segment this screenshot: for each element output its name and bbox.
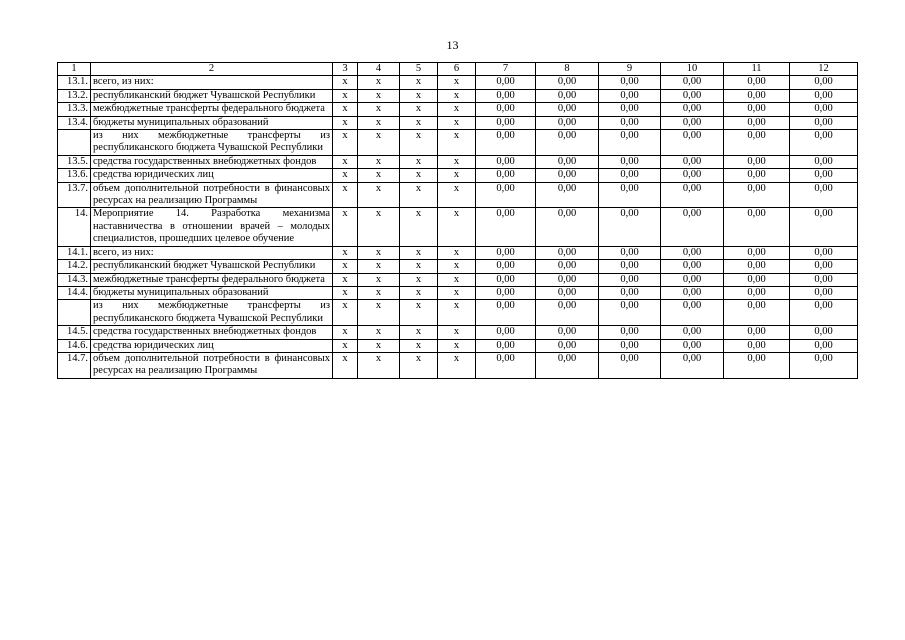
row-name: средства юридических лиц xyxy=(91,169,333,182)
mark-cell: x xyxy=(438,182,476,208)
mark-cell: x xyxy=(358,169,400,182)
value-cell: 0,00 xyxy=(476,130,536,156)
value-cell: 0,00 xyxy=(599,208,661,246)
value-cell: 0,00 xyxy=(599,273,661,286)
table-row xyxy=(58,76,858,89)
mark-cell: x xyxy=(333,246,358,259)
row-number xyxy=(58,300,91,326)
value-cell: 0,00 xyxy=(476,182,536,208)
row-number: 14.4. xyxy=(58,286,91,299)
value-cell: 0,00 xyxy=(790,208,858,246)
value-cell: 0,00 xyxy=(724,352,790,378)
value-cell: 0,00 xyxy=(599,182,661,208)
row-name: средства государственных внебюджетных фондов xyxy=(91,155,333,168)
table-row xyxy=(58,260,858,273)
value-cell: 0,00 xyxy=(536,155,599,168)
row-number: 14.2. xyxy=(58,260,91,273)
mark-cell: x xyxy=(400,352,438,378)
value-cell: 0,00 xyxy=(790,116,858,129)
header-cell: 1 xyxy=(58,63,91,76)
value-cell: 0,00 xyxy=(661,208,724,246)
value-cell: 0,00 xyxy=(661,246,724,259)
value-cell: 0,00 xyxy=(661,260,724,273)
mark-cell: x xyxy=(358,300,400,326)
value-cell: 0,00 xyxy=(599,130,661,156)
header-cell: 4 xyxy=(358,63,400,76)
value-cell: 0,00 xyxy=(476,89,536,102)
value-cell: 0,00 xyxy=(536,130,599,156)
table-row xyxy=(58,89,858,102)
row-number xyxy=(58,130,91,156)
value-cell: 0,00 xyxy=(661,103,724,116)
row-number: 13.5. xyxy=(58,155,91,168)
mark-cell: x xyxy=(333,169,358,182)
mark-cell: x xyxy=(333,89,358,102)
row-number: 13.1. xyxy=(58,76,91,89)
row-number: 14.5. xyxy=(58,326,91,339)
value-cell: 0,00 xyxy=(599,286,661,299)
row-name: бюджеты муниципальных образований xyxy=(91,286,333,299)
mark-cell: x xyxy=(438,169,476,182)
mark-cell: x xyxy=(333,300,358,326)
mark-cell: x xyxy=(400,89,438,102)
row-name: из них межбюджетные трансферты из республиканского бюджета Чувашской Республики xyxy=(91,300,333,326)
value-cell: 0,00 xyxy=(476,246,536,259)
table-row xyxy=(58,182,858,208)
value-cell: 0,00 xyxy=(661,182,724,208)
header-cell: 3 xyxy=(333,63,358,76)
mark-cell: x xyxy=(358,76,400,89)
value-cell: 0,00 xyxy=(724,246,790,259)
row-name: средства государственных внебюджетных фондов xyxy=(91,326,333,339)
mark-cell: x xyxy=(400,130,438,156)
value-cell: 0,00 xyxy=(724,339,790,352)
value-cell: 0,00 xyxy=(790,89,858,102)
row-name: межбюджетные трансферты федерального бюджета xyxy=(91,273,333,286)
mark-cell: x xyxy=(358,339,400,352)
value-cell: 0,00 xyxy=(790,260,858,273)
value-cell: 0,00 xyxy=(536,273,599,286)
row-name: средства юридических лиц xyxy=(91,339,333,352)
mark-cell: x xyxy=(358,326,400,339)
header-cell: 2 xyxy=(91,63,333,76)
mark-cell: x xyxy=(400,116,438,129)
value-cell: 0,00 xyxy=(724,182,790,208)
mark-cell: x xyxy=(358,273,400,286)
mark-cell: x xyxy=(400,208,438,246)
value-cell: 0,00 xyxy=(599,103,661,116)
value-cell: 0,00 xyxy=(724,300,790,326)
value-cell: 0,00 xyxy=(661,116,724,129)
value-cell: 0,00 xyxy=(476,116,536,129)
mark-cell: x xyxy=(400,273,438,286)
header-cell: 8 xyxy=(536,63,599,76)
mark-cell: x xyxy=(438,326,476,339)
header-cell: 10 xyxy=(661,63,724,76)
value-cell: 0,00 xyxy=(536,300,599,326)
value-cell: 0,00 xyxy=(790,169,858,182)
value-cell: 0,00 xyxy=(599,169,661,182)
table-row xyxy=(58,339,858,352)
value-cell: 0,00 xyxy=(476,169,536,182)
value-cell: 0,00 xyxy=(790,286,858,299)
mark-cell: x xyxy=(438,246,476,259)
row-number: 13.6. xyxy=(58,169,91,182)
value-cell: 0,00 xyxy=(661,339,724,352)
value-cell: 0,00 xyxy=(599,155,661,168)
mark-cell: x xyxy=(358,352,400,378)
mark-cell: x xyxy=(438,286,476,299)
table-row xyxy=(58,155,858,168)
value-cell: 0,00 xyxy=(661,273,724,286)
value-cell: 0,00 xyxy=(599,339,661,352)
table-row xyxy=(58,300,858,326)
value-cell: 0,00 xyxy=(599,326,661,339)
row-number: 13.7. xyxy=(58,182,91,208)
mark-cell: x xyxy=(438,89,476,102)
mark-cell: x xyxy=(358,130,400,156)
header-cell: 7 xyxy=(476,63,536,76)
mark-cell: x xyxy=(333,352,358,378)
value-cell: 0,00 xyxy=(536,339,599,352)
value-cell: 0,00 xyxy=(476,286,536,299)
mark-cell: x xyxy=(438,300,476,326)
mark-cell: x xyxy=(358,155,400,168)
value-cell: 0,00 xyxy=(724,76,790,89)
mark-cell: x xyxy=(400,76,438,89)
value-cell: 0,00 xyxy=(790,182,858,208)
row-name: объем дополнительной потребности в финансовых ресурсах на реализацию Программы xyxy=(91,182,333,208)
mark-cell: x xyxy=(333,130,358,156)
value-cell: 0,00 xyxy=(536,169,599,182)
value-cell: 0,00 xyxy=(536,116,599,129)
value-cell: 0,00 xyxy=(536,352,599,378)
value-cell: 0,00 xyxy=(599,260,661,273)
mark-cell: x xyxy=(400,182,438,208)
value-cell: 0,00 xyxy=(476,208,536,246)
header-cell: 6 xyxy=(438,63,476,76)
value-cell: 0,00 xyxy=(724,273,790,286)
mark-cell: x xyxy=(358,182,400,208)
mark-cell: x xyxy=(333,76,358,89)
row-number: 14.3. xyxy=(58,273,91,286)
value-cell: 0,00 xyxy=(661,155,724,168)
value-cell: 0,00 xyxy=(724,208,790,246)
table-row xyxy=(58,103,858,116)
header-cell: 9 xyxy=(599,63,661,76)
value-cell: 0,00 xyxy=(661,76,724,89)
value-cell: 0,00 xyxy=(661,352,724,378)
row-number: 14.7. xyxy=(58,352,91,378)
value-cell: 0,00 xyxy=(790,339,858,352)
mark-cell: x xyxy=(438,273,476,286)
table-row xyxy=(58,208,858,246)
mark-cell: x xyxy=(438,76,476,89)
mark-cell: x xyxy=(438,155,476,168)
value-cell: 0,00 xyxy=(476,339,536,352)
value-cell: 0,00 xyxy=(536,182,599,208)
mark-cell: x xyxy=(400,155,438,168)
value-cell: 0,00 xyxy=(476,273,536,286)
value-cell: 0,00 xyxy=(536,89,599,102)
mark-cell: x xyxy=(438,339,476,352)
row-name: бюджеты муниципальных образований xyxy=(91,116,333,129)
table-row xyxy=(58,273,858,286)
mark-cell: x xyxy=(400,326,438,339)
value-cell: 0,00 xyxy=(476,76,536,89)
value-cell: 0,00 xyxy=(599,76,661,89)
table-row xyxy=(58,246,858,259)
table-row xyxy=(58,286,858,299)
value-cell: 0,00 xyxy=(536,208,599,246)
mark-cell: x xyxy=(358,89,400,102)
mark-cell: x xyxy=(333,208,358,246)
value-cell: 0,00 xyxy=(724,130,790,156)
value-cell: 0,00 xyxy=(790,103,858,116)
row-name: республиканский бюджет Чувашской Республики xyxy=(91,260,333,273)
value-cell: 0,00 xyxy=(599,89,661,102)
mark-cell: x xyxy=(358,208,400,246)
value-cell: 0,00 xyxy=(790,300,858,326)
header-cell: 12 xyxy=(790,63,858,76)
mark-cell: x xyxy=(358,103,400,116)
mark-cell: x xyxy=(438,260,476,273)
value-cell: 0,00 xyxy=(476,352,536,378)
value-cell: 0,00 xyxy=(476,326,536,339)
value-cell: 0,00 xyxy=(661,169,724,182)
value-cell: 0,00 xyxy=(790,326,858,339)
page-number: 13 xyxy=(446,38,459,52)
value-cell: 0,00 xyxy=(476,300,536,326)
value-cell: 0,00 xyxy=(790,273,858,286)
mark-cell: x xyxy=(438,352,476,378)
row-number: 14.1. xyxy=(58,246,91,259)
mark-cell: x xyxy=(400,260,438,273)
value-cell: 0,00 xyxy=(724,169,790,182)
table-body xyxy=(58,76,858,378)
mark-cell: x xyxy=(333,260,358,273)
value-cell: 0,00 xyxy=(476,260,536,273)
value-cell: 0,00 xyxy=(790,155,858,168)
mark-cell: x xyxy=(333,182,358,208)
value-cell: 0,00 xyxy=(536,326,599,339)
value-cell: 0,00 xyxy=(536,103,599,116)
mark-cell: x xyxy=(333,273,358,286)
row-name: всего, из них: xyxy=(91,76,333,89)
row-name: объем дополнительной потребности в финансовых ресурсах на реализацию Программы xyxy=(91,352,333,378)
value-cell: 0,00 xyxy=(724,260,790,273)
value-cell: 0,00 xyxy=(661,300,724,326)
budget-table xyxy=(57,62,858,379)
mark-cell: x xyxy=(400,300,438,326)
value-cell: 0,00 xyxy=(536,76,599,89)
mark-cell: x xyxy=(358,260,400,273)
row-name: Мероприятие 14. Разработка механизма наставничества в отношении врачей – молодых специалистов, прошедших целевое обучение xyxy=(91,208,333,246)
value-cell: 0,00 xyxy=(476,103,536,116)
row-number: 13.4. xyxy=(58,116,91,129)
table-row xyxy=(58,352,858,378)
value-cell: 0,00 xyxy=(599,246,661,259)
value-cell: 0,00 xyxy=(536,286,599,299)
mark-cell: x xyxy=(358,116,400,129)
row-number: 14. xyxy=(58,208,91,246)
mark-cell: x xyxy=(400,103,438,116)
mark-cell: x xyxy=(358,286,400,299)
mark-cell: x xyxy=(438,130,476,156)
value-cell: 0,00 xyxy=(599,300,661,326)
table-row xyxy=(58,326,858,339)
value-cell: 0,00 xyxy=(790,130,858,156)
mark-cell: x xyxy=(333,116,358,129)
value-cell: 0,00 xyxy=(661,130,724,156)
value-cell: 0,00 xyxy=(476,155,536,168)
value-cell: 0,00 xyxy=(790,352,858,378)
value-cell: 0,00 xyxy=(790,246,858,259)
row-number: 13.2. xyxy=(58,89,91,102)
table-row xyxy=(58,169,858,182)
table-row xyxy=(58,130,858,156)
mark-cell: x xyxy=(400,246,438,259)
header-cell: 5 xyxy=(400,63,438,76)
mark-cell: x xyxy=(333,286,358,299)
value-cell: 0,00 xyxy=(536,260,599,273)
row-number: 14.6. xyxy=(58,339,91,352)
value-cell: 0,00 xyxy=(661,286,724,299)
value-cell: 0,00 xyxy=(661,89,724,102)
row-name: республиканский бюджет Чувашской Республики xyxy=(91,89,333,102)
mark-cell: x xyxy=(438,103,476,116)
value-cell: 0,00 xyxy=(790,76,858,89)
value-cell: 0,00 xyxy=(599,116,661,129)
mark-cell: x xyxy=(400,169,438,182)
value-cell: 0,00 xyxy=(724,89,790,102)
mark-cell: x xyxy=(333,155,358,168)
mark-cell: x xyxy=(400,286,438,299)
row-name: межбюджетные трансферты федерального бюджета xyxy=(91,103,333,116)
mark-cell: x xyxy=(333,326,358,339)
header-cell: 11 xyxy=(724,63,790,76)
mark-cell: x xyxy=(400,339,438,352)
mark-cell: x xyxy=(438,116,476,129)
value-cell: 0,00 xyxy=(724,326,790,339)
value-cell: 0,00 xyxy=(536,246,599,259)
value-cell: 0,00 xyxy=(724,103,790,116)
row-number: 13.3. xyxy=(58,103,91,116)
value-cell: 0,00 xyxy=(724,155,790,168)
value-cell: 0,00 xyxy=(661,326,724,339)
table-header-row xyxy=(58,63,858,76)
mark-cell: x xyxy=(358,246,400,259)
row-name: из них межбюджетные трансферты из республиканского бюджета Чувашской Республики xyxy=(91,130,333,156)
value-cell: 0,00 xyxy=(724,286,790,299)
mark-cell: x xyxy=(438,208,476,246)
table-row xyxy=(58,116,858,129)
row-name: всего, из них: xyxy=(91,246,333,259)
value-cell: 0,00 xyxy=(724,116,790,129)
value-cell: 0,00 xyxy=(599,352,661,378)
mark-cell: x xyxy=(333,103,358,116)
mark-cell: x xyxy=(333,339,358,352)
